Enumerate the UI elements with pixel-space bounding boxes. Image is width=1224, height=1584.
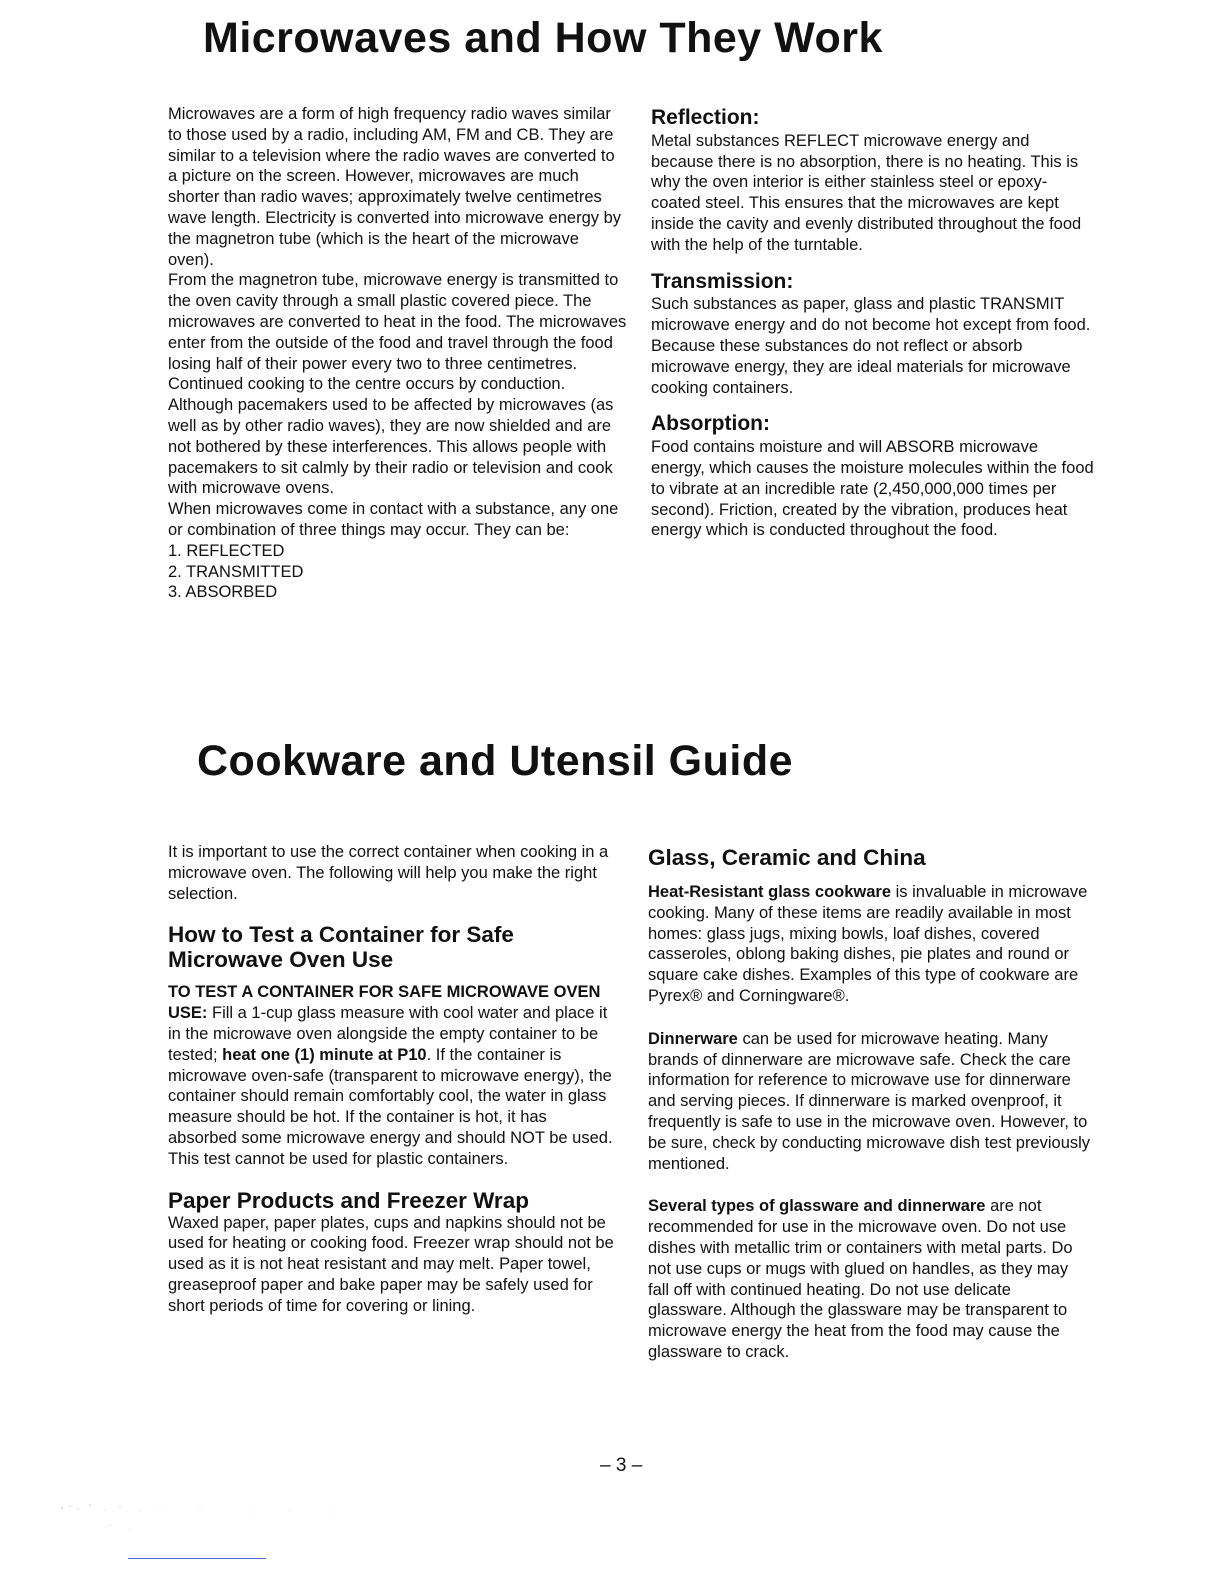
- section-title-cookware: Cookware and Utensil Guide: [197, 737, 793, 785]
- microwaves-effects-column: [651, 108, 1096, 541]
- transmission-text: Such substances as paper, glass and plastic TRANSMIT microwave energy and do not become hot except from food. Because these substances do not reflect or absorb microwave energy, they are ideal materials for microwave cooking containers.: [651, 295, 1091, 397]
- dinnerware-paragraph: Dinnerware can be used for microwave heating. Many brands of dinnerware are microwave safe. Check the care information for reference to microwave use for dinnerware and serving pieces. If dinnerware is marked ovenproof, it frequently is safe to use in the microwave oven. However, to be sure, check by conducting microwave dish test previously mentioned.: [648, 1029, 1091, 1173]
- scan-specks: [50, 1500, 350, 1540]
- transmission-heading: Transmission:: [651, 269, 794, 293]
- glassware-warning-paragraph: Several types of glassware and dinnerware are not recommended for use in the microwave oven. Do not use dishes with metallic trim or containers with metal parts. Do not use cups or mugs with glued on handles, as they may fall off with continued heating. Do not use delicate glassware. Although the glassware may be transparent to microwave energy the heat from the food may cause the glassware to crack.: [648, 1197, 1073, 1361]
- page-number: – 3 –: [600, 1455, 643, 1476]
- reflection-heading: Reflection:: [651, 106, 760, 129]
- absorption-text: Food contains moisture and will ABSORB microwave energy, which causes the moisture molecules within the food to vibrate at an incredible rate (2,450,000,000 times per second). Friction, created by the vibration, produces heat energy which is conducted throughout the food.: [651, 438, 1094, 540]
- list-item: 2. TRANSMITTED: [168, 562, 304, 581]
- list-item: 1. REFLECTED: [168, 541, 285, 560]
- absorption-heading: Absorption:: [651, 412, 770, 436]
- test-heat-instruction: heat one (1) minute at P10: [222, 1045, 427, 1064]
- reflection-text: Metal substances REFLECT microwave energy and because there is no absorption, there is no heating. This is why the oven interior is either stainless steel or epoxy-coated steel. This ensures that the microwaves are kept inside the cavity and evenly distributed throughout the food with the help of the turntable.: [651, 131, 1082, 254]
- test-lead: TO TEST A CONTAINER FOR SAFE MICROWAVE OVEN USE:: [168, 983, 601, 1023]
- cookware-left-column: [168, 842, 618, 1317]
- paper-products-heading: Paper Products and Freezer Wrap: [168, 1187, 529, 1213]
- glass-paragraph: Heat-Resistant glass cookware is invaluable in microwave cooking. Many of these items are readily available in most homes: glass jugs, mixing bowls, loaf dishes, covered casseroles, oblong baking dishes, pie plates and round or square cake dishes. Examples of this type of cookware are Pyrex® and Corningware®.: [648, 883, 1088, 1005]
- microwaves-intro-column: [168, 104, 628, 603]
- intro-paragraph: Microwaves are a form of high frequency radio waves similar to those used by a radio, including AM, FM and CB. They are similar to a television where the radio waves are converted to a picture on the screen. However, microwaves are much shorter than radio waves; approximately twelve centimetres wave length. Electricity is converted into microwave energy by the magnetron tube (which is the heart of the microwave oven).: [168, 105, 622, 269]
- list-item: 3. ABSORBED: [168, 583, 278, 602]
- test-container-heading: How to Test a Container for Safe Microwave Oven Use: [168, 922, 514, 973]
- test-container-text: TO TEST A CONTAINER FOR SAFE MICROWAVE OVEN USE: Fill a 1-cup glass measure with cool water and place it in the microwave oven alongside the empty container to be tested; heat one (1) minute at P10. If the container is microwave oven-safe (transparent to microwave energy), the container should remain comfortably cool, the water in glass measure should be hot. If the container is hot, it has absorbed some microwave energy and should NOT be used. This test cannot be used for plastic containers.: [168, 983, 613, 1168]
- cookware-intro: It is important to use the correct container when cooking in a microwave oven. The following will help you make the right selection.: [168, 843, 609, 903]
- glass-ceramic-heading: Glass, Ceramic and China: [648, 845, 926, 870]
- intro-paragraph: From the magnetron tube, microwave energy is transmitted to the oven cavity through a small plastic covered piece. The microwaves are converted to heat in the food. The microwaves enter from the outside of the food and travel through the food losing half of their power every two to three centimetres. Continued cooking to the centre occurs by conduction.: [168, 271, 627, 394]
- effects-list: [168, 541, 628, 603]
- intro-paragraph: When microwaves come in contact with a substance, any one or combination of three things may occur. They can be:: [168, 500, 619, 539]
- intro-paragraph: Although pacemakers used to be affected by microwaves (as well as by other radio waves), they are now shielded and are not bothered by these interferences. This allows people with pacemakers to sit calmly by their radio or television and cook with microwave ovens.: [168, 396, 614, 498]
- paper-products-text: Waxed paper, paper plates, cups and napkins should not be used for heating or cooking food. Freezer wrap should not be used as it is not heat resistant and may melt. Paper towel, greaseproof paper and bake paper may be safely used for short periods of time for covering or lining.: [168, 1213, 614, 1315]
- section-title-microwaves: Microwaves and How They Work: [203, 14, 883, 62]
- footer-rule: [128, 1558, 266, 1559]
- cookware-right-column: [648, 845, 1093, 1363]
